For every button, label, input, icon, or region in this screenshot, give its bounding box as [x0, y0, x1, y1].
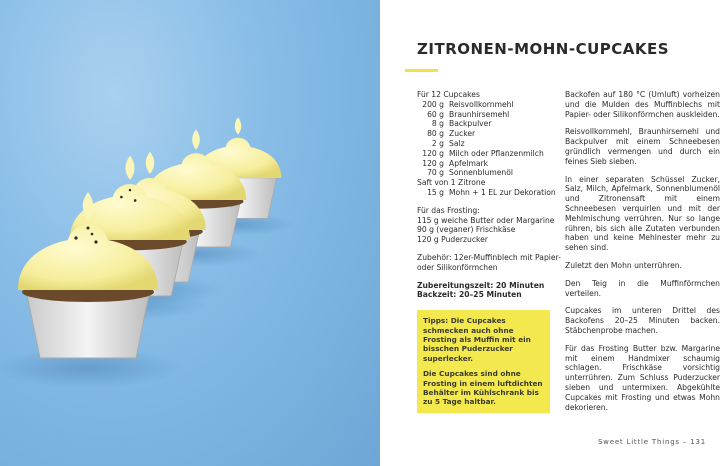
equipment-line: Zubehör: 12er-Muffinblech mit Papier-	[417, 252, 561, 262]
ingredient-amount: 70 g	[427, 168, 444, 178]
bake-time: Backzeit: 20–25 Minuten	[417, 290, 522, 300]
ingredient-row	[417, 159, 552, 169]
page-footer: Sweet Little Things – 131	[597, 438, 706, 446]
prep-time: Zubereitungszeit: 20 Minuten	[417, 280, 545, 290]
ingredient-amount: 200 g	[422, 99, 444, 109]
frosting-item: 120 g Puderzucker	[417, 235, 488, 245]
ingredient-row	[417, 110, 552, 120]
frosting-item: 115 g weiche Butter oder Margarine	[417, 215, 555, 225]
yield-heading: Für 12 Cupcakes	[417, 90, 480, 99]
ingredient-row	[417, 139, 552, 149]
ingredient-row	[417, 168, 552, 178]
ingredient-amount: 120 g	[422, 158, 444, 168]
ingredient-name: Braunhirsemehl	[449, 109, 510, 119]
instruction-step: Cupcakes im unteren Drittel des Backofens 20–25 Minuten backen. Stäbchenprobe machen.	[565, 306, 720, 335]
ingredients-column	[417, 90, 561, 413]
lemon-line: Saft von 1 Zitrone	[417, 178, 486, 188]
instruction-step: Für das Frosting Butter bzw. Margarine mit einem Handmixer schaumig schlagen. Frischkäse vorsichtig unterrühren. Zum Schluss Puderzucker sieben und untermixen. Abgekühlte Cupcakes mit Frosting und etwas Mohn dekorieren.	[565, 343, 720, 412]
equipment-line: oder Silikonförmchen	[417, 262, 498, 272]
ingredient-amount: 120 g	[422, 148, 444, 158]
ingredient-name: Reisvollkornmehl	[449, 99, 514, 109]
ingredient-name: Zucker	[449, 129, 476, 139]
ingredient-list	[417, 100, 552, 178]
ingredient-amount: 60 g	[427, 109, 444, 119]
ingredient-name: Mohn + 1 EL zur Dekoration	[449, 187, 556, 197]
instruction-step: Den Teig in die Muffinförmchen verteilen.	[565, 278, 720, 298]
recipe-title: ZITRONEN-MOHN-CUPCAKES	[417, 40, 670, 58]
frosting-heading: Für das Frosting:	[417, 205, 480, 215]
instruction-step: Reisvollkornmehl, Braunhirsemehl und Backpulver mit einem Schneebesen gründlich vermengen und durch ein feines Sieb sieben.	[565, 127, 720, 166]
tip-text: Die Cupcakes sind ohne Frosting in einem luftdichten Behälter im Kühlschrank bis zu 5 Tage haltbar.	[423, 369, 543, 407]
ingredient-row	[417, 129, 552, 139]
ingredient-amount: 80 g	[427, 129, 444, 139]
ingredient-name: Salz	[449, 138, 465, 148]
instruction-step: In einer separaten Schüssel Zucker, Salz, Milch, Apfelmark, Sonnenblumenöl und Zitronensaft mit einem Schneebesen verquirlen und mit der Mehlmischung verrühren. Nur so lange rühren, bis sich alle Zutaten verbunden haben und keine Mehlnester mehr zu sehen sind.	[565, 174, 720, 253]
ingredient-amount: 2 g	[431, 138, 444, 148]
ingredient-amount: 8 g	[431, 119, 444, 129]
instruction-step: Zuletzt den Mohn unterrühren.	[565, 260, 682, 270]
ingredient-amount: 15 g	[427, 187, 444, 197]
ingredient-row	[417, 100, 552, 110]
ingredient-name: Sonnenblumenöl	[449, 168, 513, 178]
frosting-item: 90 g (veganer) Frischkäse	[417, 225, 516, 235]
tip-text: Tipps: Die Cupcakes schmecken auch ohne Frosting als Muffin mit ein bisschen Puderzucker superlecker.	[423, 316, 531, 363]
ingredient-name: Milch oder Pflanzenmilch	[449, 148, 544, 158]
recipe-page	[380, 0, 720, 466]
ingredient-row	[417, 149, 552, 159]
instruction-step: Backofen auf 180 °C (Umluft) vorheizen und die Mulden des Muffinblechs mit Papier- oder Silikonförmchen auskleiden.	[565, 90, 720, 119]
ingredient-name: Apfelmark	[449, 158, 489, 168]
ingredient-row	[417, 119, 552, 129]
title-underline	[405, 69, 438, 72]
tips-box	[417, 310, 550, 413]
ingredient-row-poppy	[417, 187, 556, 198]
ingredient-name: Backpulver	[449, 119, 492, 129]
instructions-column	[565, 90, 720, 420]
